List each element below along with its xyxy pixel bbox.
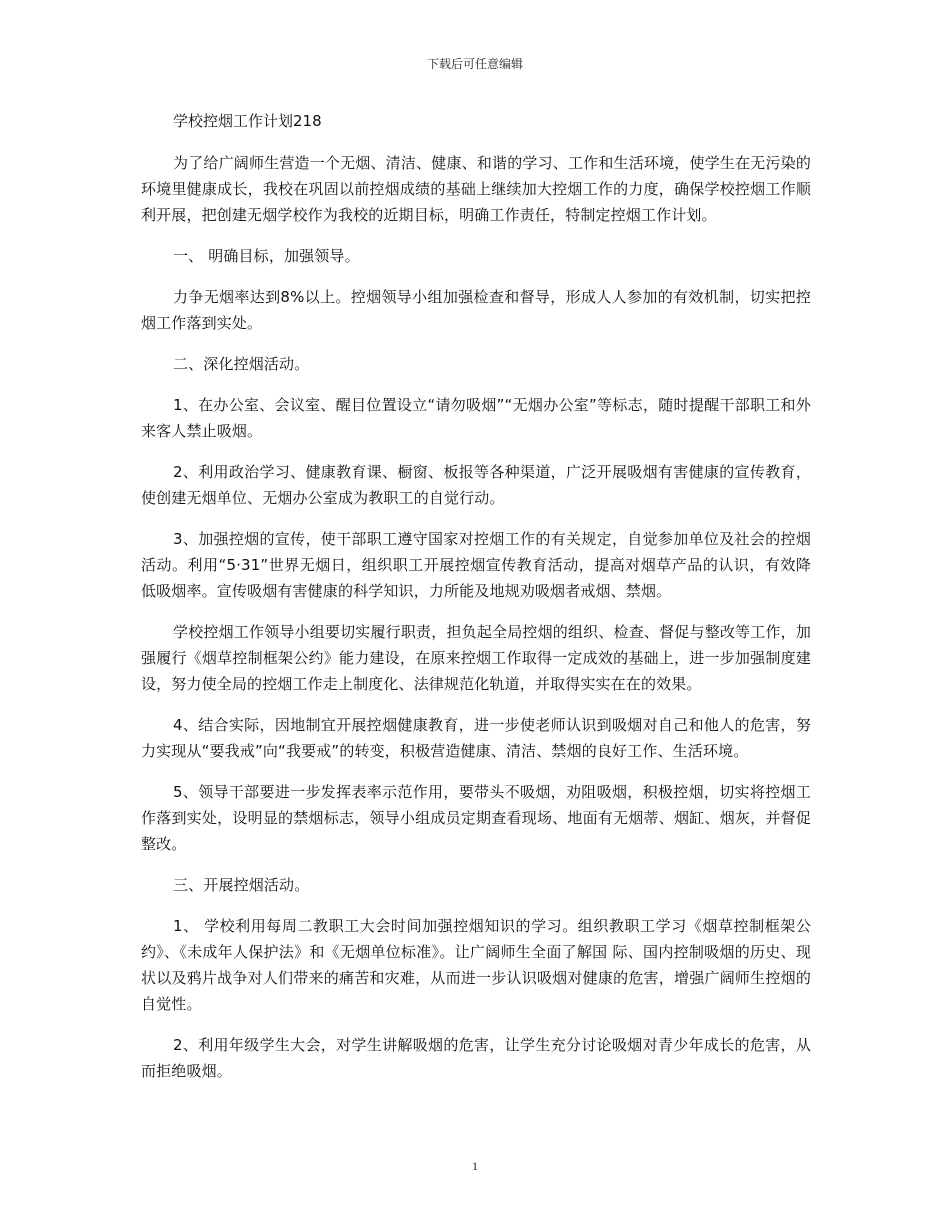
paragraph: 1、在办公室、会议室、醒目位置设立“请勿吸烟”“无烟办公室”等标志，随时提醒干部职工和外来客人禁止吸烟。 (141, 396, 811, 440)
paragraph: 学校控烟工作领导小组要切实履行职责，担负起全局控烟的组织、检查、督促与整改等工作，加强履行《烟草控制框架公约》能力建设，在原来控烟工作取得一定成效的基础上，进一步加强制度建设，努力使全局的控烟工作走上制度化、法律规范化轨道，并取得实实在在的效果。 (141, 623, 811, 693)
paragraph: 2、利用政治学习、健康教育课、橱窗、板报等各种渠道，广泛开展吸烟有害健康的宣传教育，使创建无烟单位、无烟办公室成为教职工的自觉行动。 (141, 463, 811, 507)
document-title: 学校控烟工作计划218 (173, 112, 322, 130)
paragraph: 5、领导干部要进一步发挥表率示范作用，要带头不吸烟，劝阻吸烟，积极控烟，切实将控烟工作落到实处，设明显的禁烟标志，领导小组成员定期查看现场、地面有无烟蒂、烟缸、烟灰，并督促整改。 (141, 783, 811, 853)
paragraph: 4、结合实际，因地制宜开展控烟健康教育，进一步使老师认识到吸烟对自己和他人的危害，努力实现从“要我戒”向“我要戒”的转变，积极营造健康、清洁、禁烟的良好工作、生活环境。 (141, 716, 811, 760)
section-heading-3: 三、开展控烟活动。 (173, 876, 310, 894)
paragraph: 3、加强控烟的宣传，使干部职工遵守国家对控烟工作的有关规定，自觉参加单位及社会的控烟活动。利用“5·31”世界无烟日，组织职工开展控烟宣传教育活动，提高对烟草产品的认识，有效降低吸烟率。宣传吸烟有害健康的科学知识，力所能及地规劝吸烟者戒烟、禁烟。 (141, 530, 811, 600)
section-heading-1: 一、 明确目标，加强领导。 (173, 247, 360, 265)
page-header: 下载后可任意编辑 (426, 57, 523, 71)
paragraph: 2、利用年级学生大会，对学生讲解吸烟的危害，让学生充分讨论吸烟对青少年成长的危害，从而拒绝吸烟。 (141, 1036, 811, 1080)
document-body (141, 108, 811, 1099)
paragraph: 力争无烟率达到8%以上。控烟领导小组加强检查和督导，形成人人参加的有效机制，切实把控烟工作落到实处。 (141, 288, 811, 332)
section-heading-2: 二、深化控烟活动。 (173, 355, 310, 373)
paragraph: 1、 学校利用每周二教职工大会时间加强控烟知识的学习。组织教职工学习《烟草控制框架公约》、《未成年人保护法》和《无烟单位标准》。让广阔师生全面了解国 际、国内控制吸烟的历史、现状以及鸦片战争对人们带来的痛苦和灾难，从而进一步认识吸烟对健康的危害，增强广阔师生控烟的自觉性。 (141, 917, 811, 1013)
paragraph-intro: 为了给广阔师生营造一个无烟、清洁、健康、和谐的学习、工作和生活环境，使学生在无污染的环境里健康成长，我校在巩固以前控烟成绩的基础上继续加大控烟工作的力度，确保学校控烟工作顺利开展，把创建无烟学校作为我校的近期目标，明确工作责任，特制定控烟工作计划。 (141, 154, 811, 224)
page-number: 1 (472, 1159, 478, 1173)
